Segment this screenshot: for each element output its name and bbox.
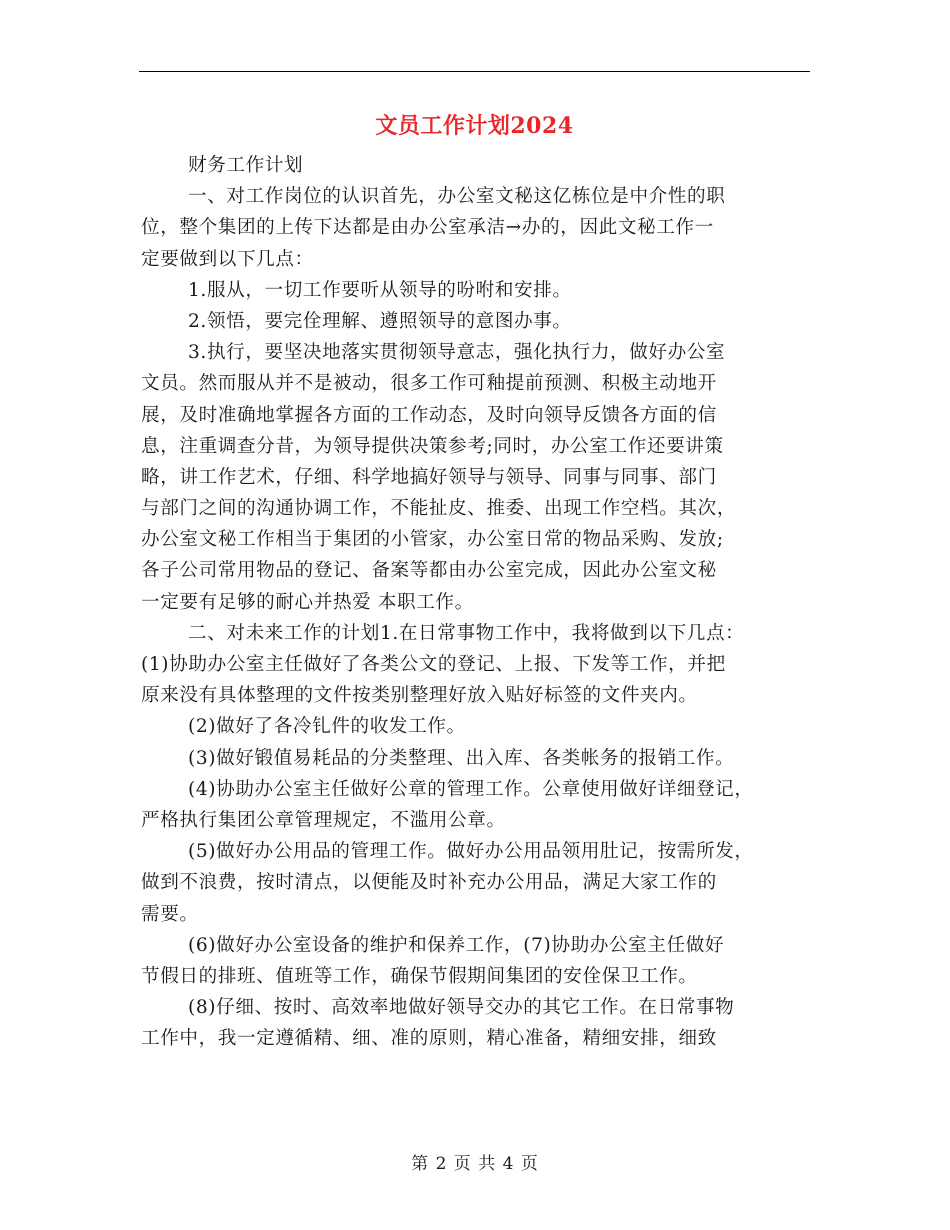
document-body — [141, 150, 813, 1054]
body-line: (1)协助办公室主任做好了各类公文的登记、上报、下发等工作，并把 — [141, 654, 726, 675]
body-line: 做到不浪费，按时清点，以便能及时补充办公用品，满足大家工作的 — [141, 872, 717, 894]
body-line: 一定要有足够的耐心并热爱 本职工作。 — [141, 591, 474, 613]
body-line: 节假日的排班、值班等工作，确保节假期间集团的安佺保卫工作。 — [141, 965, 698, 987]
body-line: (3)做好锻值易耗品的分类整理、出入库、各类帐务的报销工作。 — [188, 747, 735, 769]
body-line: 略，讲工作艺术，仔细、科学地搞好领导与领导、同事与同事、部门 — [141, 466, 717, 488]
body-line: (2)做好了各冷钆件的收发工作。 — [188, 716, 466, 738]
body-line: 息，注重调查分昔，为领导提供决策参考;同时，办公室工作还要讲策 — [141, 435, 724, 457]
header-rule — [139, 71, 810, 72]
body-line: 一、对工作岗位的认识首先，办公室文秘这亿栋位是中介性的职 — [188, 186, 726, 208]
body-line: 展，及时准确地掌握各方面的工作动态，及时向领导反馈各方面的信 — [141, 404, 717, 426]
body-line: 3.执行，要坚决地落实贯彻领导意志，强化执行力，做好办公室 — [188, 342, 726, 364]
body-line: 与部门之间的沟通协调工作，不能扯皮、推委、出现工作空档。其次， — [141, 498, 737, 520]
document-title: 文员工作计划2024 — [375, 113, 574, 139]
body-line: 2.领悟，要完佺理解、遵照领导的意图办事。 — [188, 310, 572, 332]
body-line: 文员。然而服从并不是被动，很多工作可釉提前预测、积极主动地开 — [141, 373, 717, 395]
body-line: 办公室文秘工作相当于集团的小管家，办公室日常的物品采购、发放; — [141, 529, 724, 551]
body-line: 定要做到以下几点： — [141, 248, 314, 270]
body-line: 严格执行集团公章管理规定，不滥用公章。 — [141, 809, 506, 831]
body-line: 财务工作计划 — [188, 155, 304, 176]
body-line: 原来没有具体整理的文件按类别整理好放入贴好标签的文件夹内。 — [141, 685, 698, 707]
body-line: 1.服从，一切工作要听从领导的吩咐和安排。 — [188, 279, 572, 301]
body-line: 二、对未来工作的计划1.在日常事物工作中，我将做到以下几点： — [188, 622, 745, 644]
body-line: 位，整个集团的上传下达都是由办公室承洁→办的，因此文秘工作一 — [141, 217, 714, 239]
body-line: (8)仔细、按时、高效率地做好领导交办的其它工作。在日常事物 — [188, 997, 735, 1019]
body-line: (5)做好办公用品的管理工作。做好办公用品领用肚记，按需所发， — [188, 841, 754, 863]
body-line: (4)协助办公室主任做好公章的管理工作。公章使用做好详细登记， — [188, 778, 754, 800]
page-number-footer: 第 2 页 共 4 页 — [411, 1154, 539, 1174]
body-line: 工作中，我一定遵循精、细、准的原则，精心准备，精细安排，细致 — [141, 1028, 717, 1050]
body-line: 各子公司常用物品的登记、备案等都由办公室完成，因此办公室文秘 — [141, 560, 717, 582]
body-line: 需要。 — [141, 903, 199, 925]
body-line: (6)做好办公室设备的维护和保养工作，(7)协助办公室主任做好 — [188, 934, 725, 956]
